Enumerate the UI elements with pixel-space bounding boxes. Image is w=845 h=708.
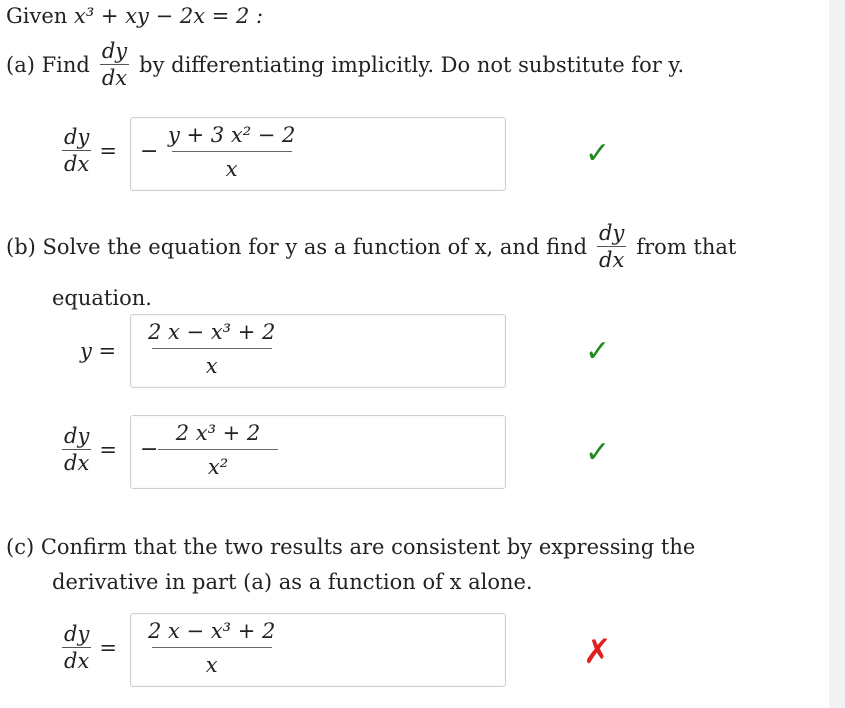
part-c-prompt-line1: (c) Confirm that the two results are consistent by expressing the (6, 535, 696, 559)
part-a-answer-fraction (158, 124, 305, 181)
page-edge (829, 0, 845, 708)
given-line (6, 4, 263, 28)
given-equation: x³ + xy − 2x = 2 : (74, 4, 264, 28)
part-c-incorrect-cross-icon: ✗ (583, 632, 612, 672)
part-a-prompt-end: by differentiating implicitly. Do not substitute for y. (139, 52, 685, 77)
part-a-correct-check-icon: ✓ (585, 136, 611, 171)
part-b-y-numerator: 2 x − x³ + 2 (148, 320, 276, 344)
dydx-fraction: $\frac{dy}{dx}$ (101, 39, 128, 91)
part-b-y-denominator: x (152, 348, 272, 378)
part-b-dydx-lhs: $\frac{dy}{dx}$ = (64, 424, 117, 476)
part-a-minus-sign: − (140, 139, 159, 164)
part-b-y-correct-check-icon: ✓ (585, 334, 611, 369)
given-prefix: Given (6, 4, 68, 28)
part-c-numerator: 2 x − x³ + 2 (148, 619, 276, 643)
part-b-y-lhs: y = (80, 339, 117, 363)
part-c-prompt-line2: derivative in part (a) as a function of x alone. (52, 570, 533, 594)
part-b-dydx-answer-fraction (158, 422, 278, 479)
part-b-prompt: (b) Solve the equation for y as a function of x, and find $\frac{dy}{dx}$ from that (6, 221, 737, 273)
part-a-denominator: x (172, 151, 292, 181)
part-b-y-answer-fraction (138, 321, 285, 378)
part-c-denominator: x (152, 647, 272, 677)
part-a-lhs: $\frac{dy}{dx}$ = (64, 125, 117, 177)
part-a-prompt (6, 40, 684, 89)
part-a-numerator: y + 3 x² − 2 (168, 123, 296, 147)
part-c-lhs: $\frac{dy}{dx}$ = (64, 622, 117, 674)
part-b-dydx-correct-check-icon: ✓ (585, 435, 611, 470)
part-b-dydx-denominator: x² (158, 449, 278, 479)
part-b-dydx-numerator: 2 x³ + 2 (175, 421, 261, 445)
part-b-prompt-line1-end: from that (636, 234, 737, 259)
part-a-prompt-start: (a) Find (6, 52, 90, 77)
part-b-minus-sign: − (140, 437, 159, 462)
part-c-answer-fraction (138, 620, 285, 677)
part-b-prompt-line2: equation. (52, 286, 152, 310)
part-b-prompt-line1-start: (b) Solve the equation for y as a function of x, and find (6, 234, 588, 259)
